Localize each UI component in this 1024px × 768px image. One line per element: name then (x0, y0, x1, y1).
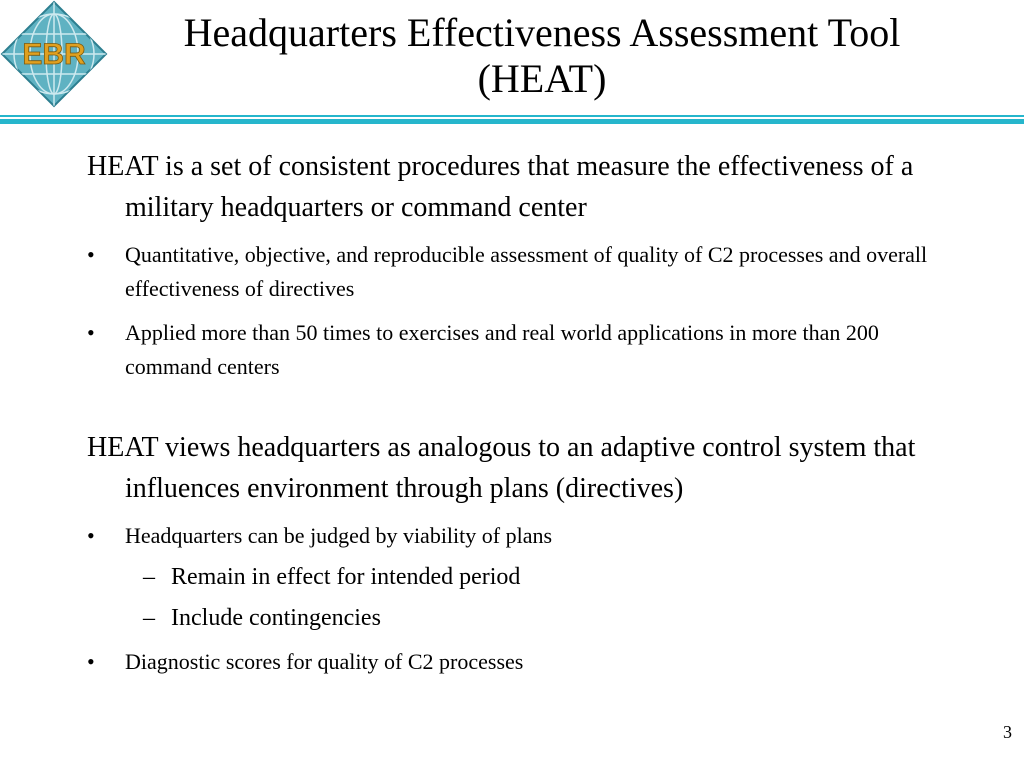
dash-icon: – (143, 605, 155, 631)
slide-title (110, 10, 974, 102)
page-number: 3 (1003, 722, 1012, 742)
bullet-text: Applied more than 50 times to exercises and real world applications in more than 200 command centers (125, 320, 879, 379)
bullet-item (87, 238, 947, 306)
heat-views-paragraph: HEAT views headquarters as analogous to an adaptive control system that influences environment through plans (directives) (87, 432, 916, 504)
bullet-icon: • (87, 242, 95, 267)
globe-logo-icon (0, 0, 108, 108)
bullet-icon: • (87, 523, 95, 548)
bullet-text: Diagnostic scores for quality of C2 processes (125, 649, 524, 674)
bullet-item (87, 316, 947, 384)
sub-bullet-item (87, 560, 947, 594)
slide-body (87, 146, 947, 679)
sub-bullet-text: Include contingencies (171, 605, 381, 631)
bullet-text: Quantitative, objective, and reproducible assessment of quality of C2 processes and overall effectiveness of directives (125, 242, 928, 301)
bullet-text: Headquarters can be judged by viability of plans (125, 523, 553, 548)
title-divider-thin (0, 115, 1024, 117)
title-line-2: (HEAT) (477, 56, 607, 101)
heat-definition-paragraph: HEAT is a set of consistent procedures that measure the effectiveness of a military headquarters or command center (87, 151, 914, 223)
title-line-1: Headquarters Effectiveness Assessment Tool (183, 10, 901, 55)
dash-icon: – (143, 564, 155, 590)
sub-bullet-text: Remain in effect for intended period (171, 564, 521, 590)
bullet-icon: • (87, 649, 95, 674)
svg-text:EBR: EBR (22, 38, 86, 71)
title-divider-thick (0, 119, 1024, 124)
bullet-item (87, 519, 947, 553)
ebr-logo (0, 0, 108, 108)
spacer (87, 384, 947, 427)
bullet-item (87, 645, 947, 679)
bullet-icon: • (87, 320, 95, 345)
sub-bullet-item (87, 601, 947, 635)
